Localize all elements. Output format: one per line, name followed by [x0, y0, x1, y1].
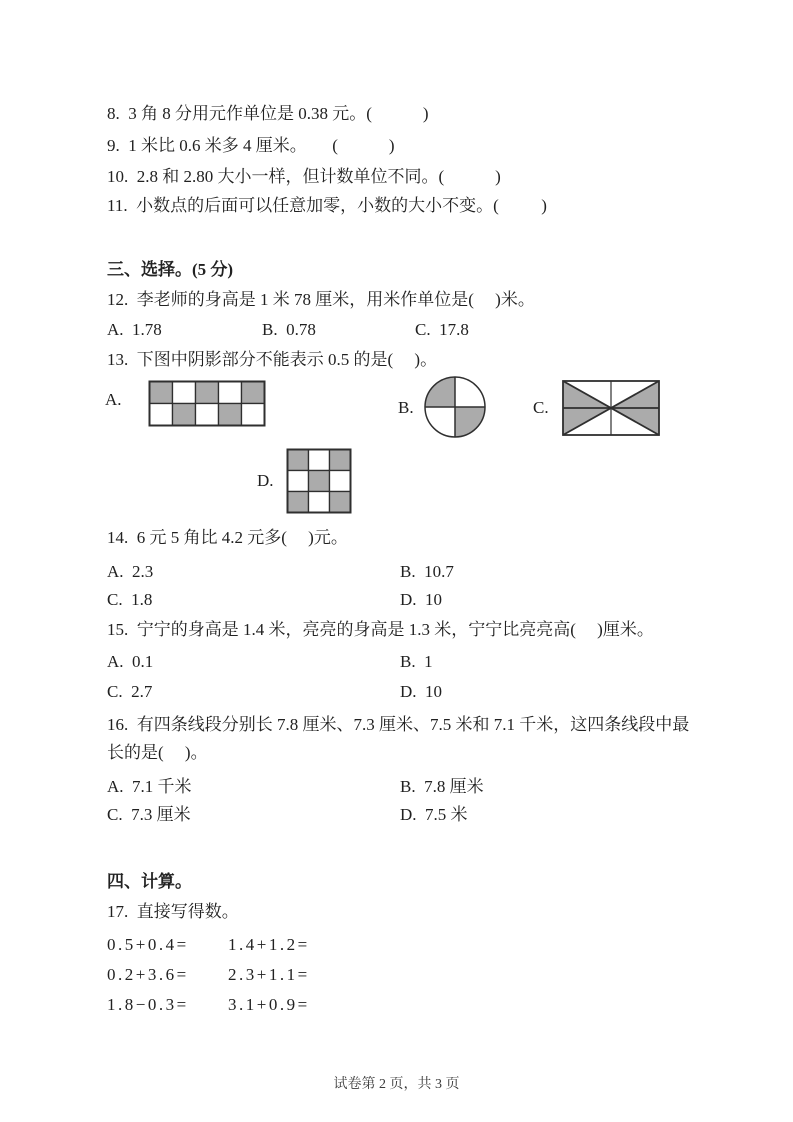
equation-3-right: 3.1+0.9= — [228, 995, 310, 1014]
figure-a-label: A. — [105, 390, 122, 409]
question-8: 8. 3 角 8 分用元作单位是 0.38 元。( ) — [107, 104, 429, 123]
option-15-d: D. 10 — [400, 682, 443, 701]
figure-d-label: D. — [257, 471, 274, 490]
equation-2-left: 0.2+3.6= — [107, 965, 189, 984]
question-11: 11. 小数点的后面可以任意加零，小数的大小不变。( ) — [107, 196, 547, 215]
option-14-c: C. 1.8 — [107, 590, 153, 609]
option-14-b: B. 10.7 — [400, 562, 454, 581]
page-footer: 试卷第 2 页，共 3 页 — [333, 1077, 460, 1092]
question-14: 14. 6 元 5 角比 4.2 元多( )元。 — [107, 528, 348, 547]
figure-c-label: C. — [533, 398, 549, 417]
question-16-line2: 长的是( )。 — [107, 743, 208, 762]
option-16-d: D. 7.5 米 — [400, 805, 468, 824]
option-12-a: A. 1.78 — [107, 320, 162, 339]
section-4-heading: 四、计算。 — [107, 872, 192, 891]
figure-b-shaded-circle — [423, 375, 487, 439]
option-14-d: D. 10 — [400, 590, 443, 609]
question-13: 13. 下图中阴影部分不能表示 0.5 的是( )。 — [107, 350, 438, 369]
option-14-a: A. 2.3 — [107, 562, 154, 581]
figure-b-label: B. — [398, 398, 414, 417]
figure-a-shaded-grid — [148, 380, 266, 427]
section-3-heading: 三、选择。(5 分) — [107, 260, 234, 279]
question-17: 17. 直接写得数。 — [107, 902, 239, 921]
question-15: 15. 宁宁的身高是 1.4 米，亮亮的身高是 1.3 米，宁宁比亮亮高( )厘米。 — [107, 620, 654, 639]
option-15-a: A. 0.1 — [107, 652, 154, 671]
figure-c-shaded-rectangle — [561, 379, 661, 437]
option-15-b: B. 1 — [400, 652, 433, 671]
option-16-a: A. 7.1 千米 — [107, 777, 192, 796]
question-10: 10. 2.8 和 2.80 大小一样，但计数单位不同。( ) — [107, 167, 501, 186]
question-9: 9. 1 米比 0.6 米多 4 厘米。 ( ) — [107, 136, 395, 155]
equation-1-left: 0.5+0.4= — [107, 935, 189, 954]
figure-d-shaded-grid — [286, 448, 352, 514]
equation-2-right: 2.3+1.1= — [228, 965, 310, 984]
option-15-c: C. 2.7 — [107, 682, 153, 701]
question-12: 12. 李老师的身高是 1 米 78 厘米，用米作单位是( )米。 — [107, 290, 535, 309]
option-16-b: B. 7.8 厘米 — [400, 777, 484, 796]
option-12-b: B. 0.78 — [262, 320, 316, 339]
question-16-line1: 16. 有四条线段分别长 7.8 厘米、7.3 厘米、7.5 米和 7.1 千米，这四条线段中最 — [107, 715, 690, 734]
equation-1-right: 1.4+1.2= — [228, 935, 310, 954]
equation-3-left: 1.8−0.3= — [107, 995, 189, 1014]
option-16-c: C. 7.3 厘米 — [107, 805, 191, 824]
option-12-c: C. 17.8 — [415, 320, 469, 339]
